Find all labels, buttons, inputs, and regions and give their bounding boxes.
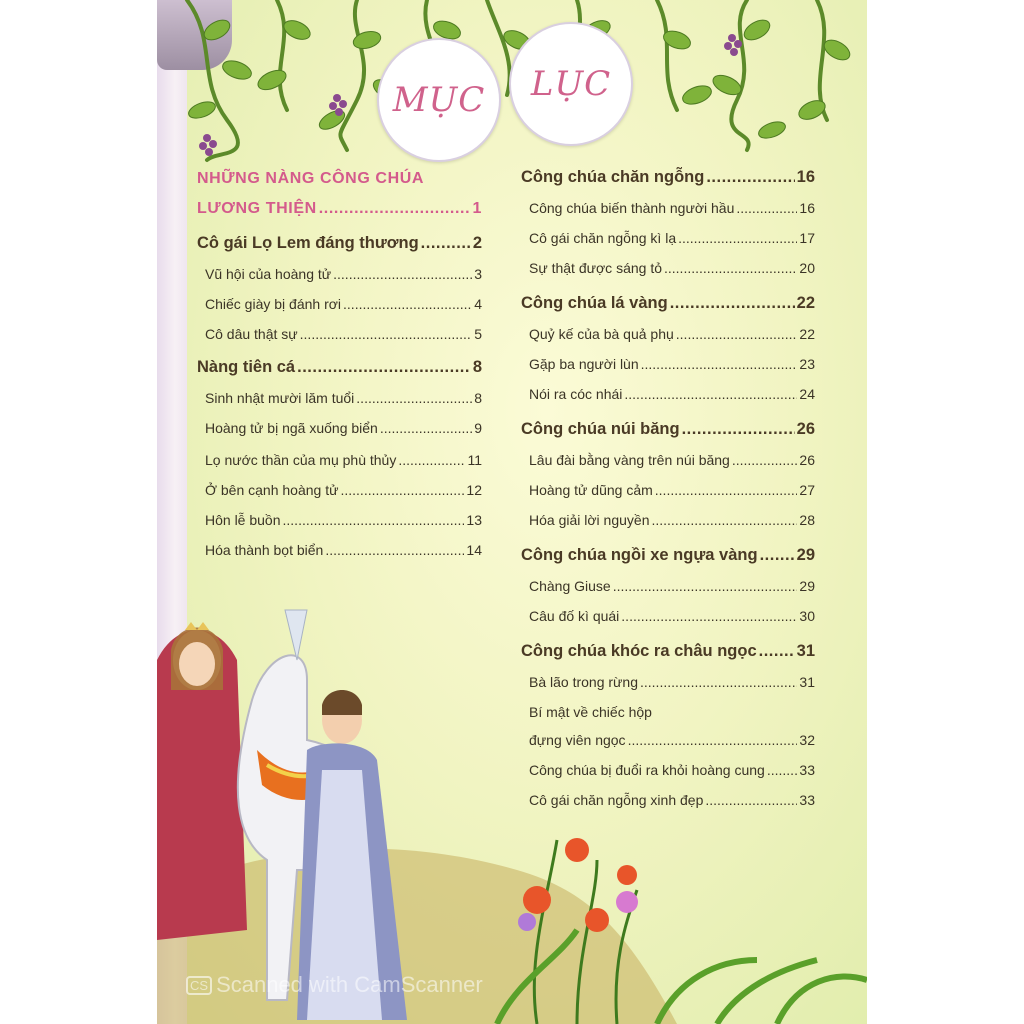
left-entry-title: Vũ hội của hoàng tử [205,266,332,282]
right-entry-page: 29 [796,546,815,564]
left-entry-page: 4 [474,296,482,312]
princess-figure [157,622,247,940]
right-entry-page: 26 [796,420,815,438]
right-entry-title: Sự thật được sáng tỏ [529,260,662,276]
dot-leader [651,512,797,528]
right-entry-page: 27 [799,482,815,498]
dot-leader [678,230,797,246]
right-entry-page: 30 [799,608,815,624]
right-entry [521,420,815,439]
dot-leader [300,326,473,342]
left-entry-page: 11 [467,452,482,468]
camscanner-logo: CS [186,976,212,995]
dot-leader [760,546,795,565]
right-entry-title: Hoàng tử dũng cảm [529,482,653,498]
right-entry [529,230,815,246]
camscanner-watermark [186,972,483,998]
left-entry [205,420,482,436]
right-entry [529,512,815,528]
left-entry [197,234,482,253]
left-entry [205,512,482,528]
dot-leader [325,542,464,558]
right-entry-title: Cô gái chăn ngỗng kì lạ [529,230,677,246]
right-entry-page: 33 [799,792,815,808]
book-page [157,0,867,1024]
watermark-text: Scanned with CamScanner [216,972,483,997]
dot-leader [664,260,797,276]
right-entry-page: 22 [799,326,815,342]
right-entry-page: 22 [796,294,815,312]
left-entry-title: Nàng tiên cá [197,358,296,376]
right-entry [521,294,815,313]
left-entry-title: Cô gái Lọ Lem đáng thương [197,234,419,252]
left-entry [205,542,482,558]
left-entry-page: 2 [472,234,482,252]
right-entry-page: 16 [796,168,815,186]
dot-leader [421,234,471,253]
right-entry-title: Quỷ kế của bà quả phụ [529,326,674,342]
right-entry-page: 26 [799,452,815,468]
right-entry-title: Công chúa núi băng [521,420,680,438]
right-entry-page: 29 [799,578,815,594]
illustration-scene [157,600,867,1024]
title-circle-left [377,38,501,162]
dot-leader [319,200,471,218]
right-entry-title: Công chúa khóc ra châu ngọc [521,642,757,660]
dot-leader [380,420,472,436]
right-entry-title: Bà lão trong rừng [529,674,638,690]
left-entry-title: Cô dâu thật sự [205,326,298,342]
dot-leader [283,512,465,528]
dot-leader [682,420,795,439]
title-muc: MỤC [392,80,486,120]
right-entry [529,260,815,276]
right-entry-title: Lâu đài bằng vàng trên núi băng [529,452,730,468]
right-entry-title: Bí mật về chiếc hộp [529,704,652,720]
left-entry-page: 1 [472,200,482,217]
left-entry-page: 14 [466,542,482,558]
dot-leader [613,578,798,594]
left-entry-title: NHỮNG NÀNG CÔNG CHÚA [197,170,425,187]
title-luc: LỤC [530,64,612,104]
dot-leader [624,386,797,402]
right-entry [529,326,815,342]
dot-leader [297,358,471,377]
right-entry [521,546,815,565]
left-entry-title: Hóa thành bọt biển [205,542,324,558]
left-entry [205,452,482,468]
dot-leader [706,168,794,187]
right-entry-title: Công chúa chăn ngỗng [521,168,705,186]
right-entry [529,386,815,402]
right-entry-page: 32 [799,732,815,748]
dot-leader [333,266,472,282]
right-entry-title: Hóa giải lời nguyền [529,512,650,528]
left-entry-title: Ở bên cạnh hoàng tử [205,482,339,498]
right-entry-title: Công chúa bị đuổi ra khỏi hoàng cung [529,762,765,778]
left-entry-page: 5 [474,326,482,342]
right-entry [529,452,815,468]
dot-leader [356,390,472,406]
right-entry-title: Gặp ba người lùn [529,356,639,372]
right-entry [529,200,815,216]
right-entry-title: Công chúa ngồi xe ngựa vàng [521,546,758,564]
right-entry-page: 20 [799,260,815,276]
right-entry [521,168,815,187]
dot-leader [340,482,464,498]
right-entry-page: 17 [799,230,815,246]
left-entry [205,482,482,498]
left-entry-title: LƯƠNG THIỆN [197,200,317,217]
dot-leader [398,452,465,468]
right-entry-title: Câu đố kì quái [529,608,620,624]
right-entry-title: đựng viên ngọc [529,732,626,748]
left-entry [205,266,482,282]
dot-leader [676,326,798,342]
left-entry-title: Hôn lễ buồn [205,512,281,528]
right-entry-title: Chàng Giuse [529,578,611,594]
title-circle-right [509,22,633,146]
right-entry-title: Công chúa biến thành người hầu [529,200,735,216]
left-entry-page: 9 [474,420,482,436]
dot-leader [641,356,798,372]
right-entry-title: Cô gái chăn ngỗng xinh đẹp [529,792,704,808]
right-entry-page: 28 [799,512,815,528]
right-entry-page: 23 [799,356,815,372]
right-entry-page: 31 [796,642,815,660]
left-entry-title: Sinh nhật mười lăm tuổi [205,390,355,406]
right-entry-page: 33 [799,762,815,778]
left-entry-page: 8 [474,390,482,406]
dot-leader [343,296,472,312]
left-entry [197,200,482,218]
dot-leader [736,200,797,216]
left-entry-page: 13 [466,512,482,528]
left-entry-page: 8 [472,358,482,376]
left-entry-page: 3 [474,266,482,282]
right-entry-page: 16 [799,200,815,216]
right-entry-page: 31 [799,674,815,690]
left-entry [205,326,482,342]
left-entry-title: Hoàng tử bị ngã xuống biển [205,420,378,436]
left-entry-page: 12 [466,482,482,498]
left-entry-title: Chiếc giày bị đánh rơi [205,296,342,312]
left-entry-title: Lọ nước thần của mụ phù thủy [205,452,397,468]
right-entry [529,578,815,594]
right-entry [529,356,815,372]
dot-leader [732,452,798,468]
left-entry [205,390,482,406]
dot-leader [670,294,795,313]
right-entry [529,482,815,498]
left-entry [197,170,482,188]
left-entry [205,296,482,312]
right-entry-title: Nói ra cóc nhái [529,386,623,402]
left-entry [197,358,482,377]
right-entry-title: Công chúa lá vàng [521,294,668,312]
right-entry-page: 24 [799,386,815,402]
dot-leader [655,482,798,498]
